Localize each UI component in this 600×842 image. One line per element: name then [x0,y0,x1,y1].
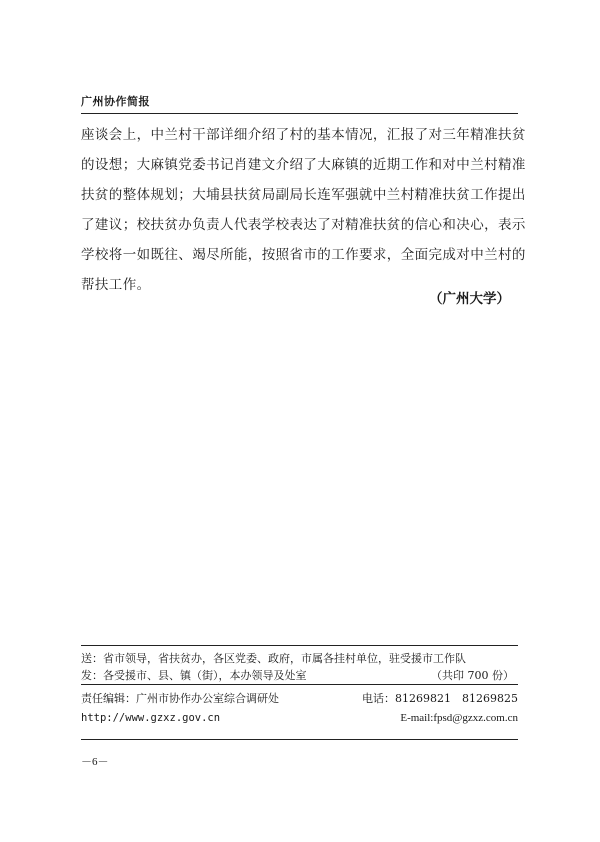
responsible-editor: 责任编辑：广州市协作办公室综合调研处 [81,692,279,705]
body-line: 扶贫的整体规划；大埔县扶贫局副局长连军强就中兰村精准扶贫工作提出 [81,187,526,203]
footer-divider-top [81,645,518,646]
distribution-recipients: 发：各受援市、县、镇（街），本办领导及处室 [81,669,307,682]
editor-row [81,690,518,706]
footer-divider-mid [81,684,518,685]
newsletter-title: 广州协作简报 [81,95,150,108]
print-copies: （共印 700 份） [431,669,514,682]
website-link[interactable]: http://www.gzxz.gov.cn [81,712,221,724]
contact-email[interactable]: E-mail:fpsd@gzxz.com.cn [400,712,518,724]
article-source: （广州大学） [429,291,510,307]
body-line: 的设想；大麻镇党委书记肖建文介绍了大麻镇的近期工作和对中兰村精准 [81,157,526,173]
distribution-line-2 [81,667,518,683]
article-body [81,120,526,300]
web-row [81,712,518,724]
contact-phone: 电话：81269821 81269825 [362,692,518,705]
page-number: －6－ [81,756,109,768]
footer-divider-bottom [81,739,518,740]
distribution-line-1: 送：省市领导，省扶贫办，各区党委、政府，市属各挂村单位，驻受援市工作队 [81,652,466,665]
header-divider [81,113,518,114]
body-line: 了建议；校扶贫办负责人代表学校表达了对精准扶贫的信心和决心，表示 [81,217,526,233]
body-line: 学校将一如既往、竭尽所能，按照省市的工作要求，全面完成对中兰村的 [81,247,526,263]
body-line: 座谈会上，中兰村干部详细介绍了村的基本情况，汇报了对三年精准扶贫 [81,127,526,143]
body-line: 帮扶工作。 [81,277,151,293]
